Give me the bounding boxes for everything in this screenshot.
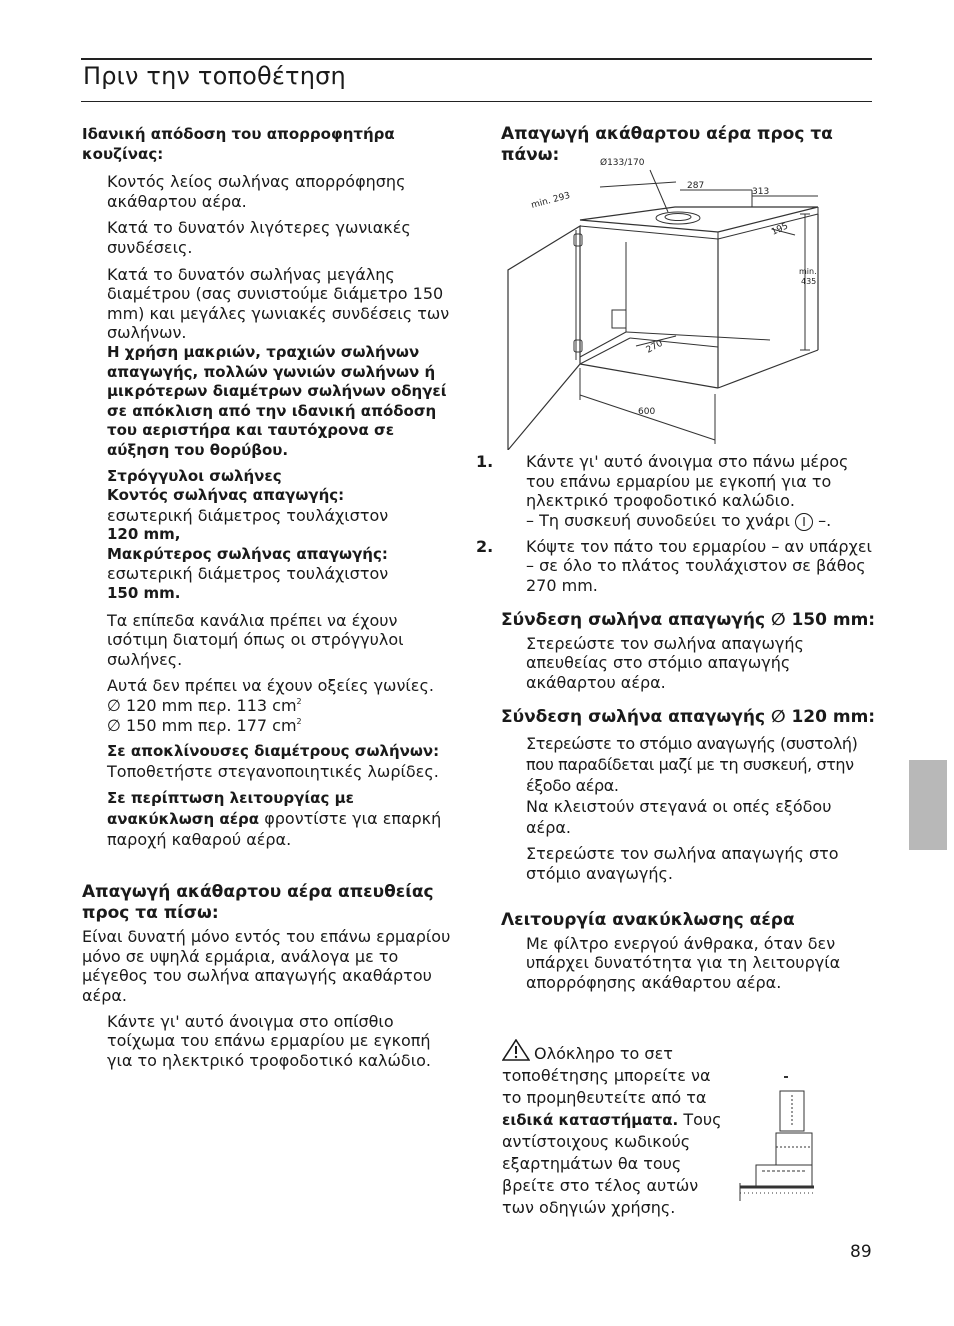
value-short-pipe: 120 mm, bbox=[107, 525, 181, 544]
text-flat-channels: Τα επίπεδα κανάλια πρέπει να έχουν ισότιμη διατομή όπως οι στρόγγυλοι σωλήνες. bbox=[107, 610, 404, 669]
text-back-only-high-cabinets: Είναι δυνατή μόνο εντός του επάνω ερμαρίου μόνο σε υψηλά ερμάρια, ανάλογα με το μέγεθος του σωλήνα απαγωγής ακαθάρτου αέρα. bbox=[82, 927, 451, 1005]
header-top-rule bbox=[81, 58, 872, 60]
text-recirculation-air: Σε περίπτωση λειτουργίας με ανακύκλωση αέρα φροντίστε για επαρκή παροχή καθαρού αέρα. bbox=[107, 789, 442, 849]
heading-exhaust-up: Απαγωγή ακάθαρτου αέρα προς τα πάνω: bbox=[501, 124, 833, 165]
value-long-pipe: 150 mm. bbox=[107, 584, 181, 603]
page-title: Πριν την τοποθέτηση bbox=[83, 62, 346, 90]
heading-recirculation: Λειτουργία ανακύκλωσης αέρα bbox=[501, 909, 795, 930]
step-1: 1. Κάντε γι' αυτό άνοιγμα στο πάνω μέρος του επάνω ερμαρίου με εγκοπή για το ηλεκτρικό τροφοδοτικό καλώδιο. bbox=[476, 452, 849, 511]
template-i-icon: I bbox=[795, 513, 813, 531]
header-bottom-rule bbox=[81, 101, 872, 102]
left-column bbox=[82, 125, 454, 1070]
text-seal-holes: Να κλειστούν στεγανά οι οπές εξόδου αέρα. bbox=[526, 797, 832, 838]
label-min-293: min. 293 bbox=[530, 190, 572, 211]
label-round-pipes: Στρόγγυλοι σωλήνες bbox=[107, 466, 282, 485]
label-270: 270 bbox=[644, 338, 665, 356]
label-diameter: Ø133/170 bbox=[600, 158, 645, 168]
heading-connect-120: Σύνδεση σωλήνα απαγωγής ∅ 120 mm: bbox=[501, 707, 876, 728]
heading-exhaust-back: Απαγωγή ακάθαρτου αέρα απευθείας προς τα πίσω: bbox=[82, 882, 434, 924]
text-recirculation: Με φίλτρο ενεργού άνθρακα, όταν δεν υπάρχει δυνατότητα για τη λειτουργία απορρόφησης ακάθαρτου αέρα. bbox=[526, 933, 841, 992]
text-connect-150: Στερεώστε τον σωλήνα απαγωγής απευθείας στο στόμιο απαγωγής ακάθαρτου αέρα. bbox=[526, 633, 804, 692]
text-dia-150: ∅ 150 mm περ. 177 $cm^2$ bbox=[107, 715, 302, 735]
text-back-opening: Κάντε γι' αυτό άνοιγμα στο οπίσθιο τοίχωμα του επάνω ερμαρίου με εγκοπή για το ηλεκτρικό τροφοδοτικό καλώδιο. bbox=[107, 1011, 431, 1070]
installation-kit-illustration bbox=[736, 1075, 816, 1207]
label-short-pipe: Κοντός σωλήνας απαγωγής: bbox=[107, 486, 345, 505]
cabinet-door bbox=[508, 226, 580, 450]
text-no-sharp-angles: Αυτά δεν πρέπει να έχουν οξείες γωνίες. bbox=[107, 676, 434, 696]
right-column-steps bbox=[476, 452, 879, 992]
text-short-pipe: Κοντός λείος σωλήνας απορρόφησης ακάθαρτου αέρα. bbox=[107, 172, 406, 211]
label-435: 435 bbox=[801, 277, 817, 286]
label-287: 287 bbox=[687, 181, 705, 191]
text-attach-pipe: Στερεώστε τον σωλήνα απαγωγής στο στόμιο αναγωγής. bbox=[526, 844, 839, 883]
label-600: 600 bbox=[638, 407, 656, 417]
warning-block: Ολόκληρο το σετ τοποθέτησης μπορείτε να το προμηθευτείτε από τα ειδικά καταστήματα. Τους αντίστοιχους κωδικούς εξαρτημάτων θα τους βρείτε στο τέλος αυτών των οδηγιών χρήσης. bbox=[502, 1039, 730, 1219]
label-313: 313 bbox=[752, 187, 770, 197]
heading-connect-150: Σύνδεση σωλήνα απαγωγής ∅ 150 mm: bbox=[501, 609, 876, 630]
mounting-bracket bbox=[612, 310, 626, 328]
hinge-top bbox=[574, 234, 582, 246]
text-sealing-strips: Τοποθετήστε στεγανοποιητικές λωρίδες. bbox=[107, 761, 439, 781]
text-short-pipe-diameter: εσωτερική διάμετρος τουλάχιστον bbox=[107, 505, 389, 525]
heading-ideal-performance: Ιδανική απόδοση του απορροφητήρα κουζίνας: bbox=[82, 125, 395, 163]
text-warning-bold: Η χρήση μακριών, τραχιών σωλήνων απαγωγής, πολλών γωνιών σωλήνων ή μικρότερων διαμέτρων σωλήνων οδηγεί σε απόκλιση από την ιδανική απόδοση του αεριστήρα και ταυτόχρονα σε αύξηση του θορύβου. bbox=[107, 342, 447, 459]
cabinet-diagram bbox=[500, 150, 835, 450]
text-connect-120-adapter: Στερεώστε το στόμιο αναγωγής (συστολή) που παραδίδεται μαζί με τη συσκευή, στην έξοδο αέρα. bbox=[526, 734, 858, 796]
text-fewer-bends: Κατά το δυνατόν λιγότερες γωνιακές συνδέσεις. bbox=[107, 218, 411, 257]
step-2: 2. Κόψτε τον πάτο του ερμαρίου – αν υπάρχει – σε όλο το πλάτος τουλάχιστον σε βάθος 270 mm. bbox=[476, 536, 872, 595]
label-deviating-diameters: Σε αποκλίνουσες διαμέτρους σωλήνων: bbox=[107, 742, 440, 761]
text-dia-120: ∅ 120 mm περ. 113 $cm^2$ bbox=[107, 696, 302, 716]
label-long-pipe: Μακρύτερος σωλήνας απαγωγής: bbox=[107, 544, 388, 563]
step-1-note: – Τη συσκευή συνοδεύει το χνάρι I –. bbox=[526, 510, 832, 530]
page-number: 89 bbox=[850, 1242, 872, 1262]
text-long-pipe-diameter: εσωτερική διάμετρος τουλάχιστον bbox=[107, 564, 389, 584]
label-195: 195 bbox=[770, 221, 790, 238]
label-min: min. bbox=[799, 267, 817, 276]
warning-triangle-icon bbox=[502, 1039, 530, 1061]
text-large-diameter: Κατά το δυνατόν σωλήνας μεγάλης διαμέτρου (σας συνιστούμε διάμετρο 150 mm) και μεγάλες γωνιακές συνδέσεις των σωλήνων. bbox=[107, 264, 450, 343]
hinge-bottom bbox=[574, 340, 582, 352]
chapter-tab-marker bbox=[909, 760, 947, 850]
